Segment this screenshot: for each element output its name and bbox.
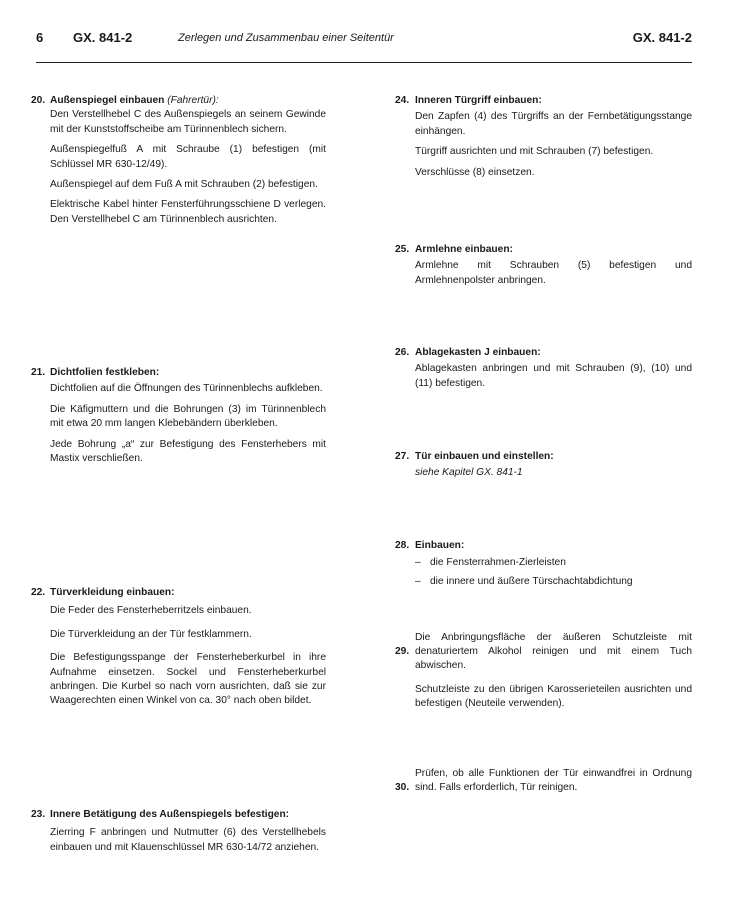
paragraph: Den Zapfen (4) des Türgriffs an der Fernbetätigungsstange einhängen. — [415, 111, 692, 137]
paragraph: Die Feder des Fensterheberritzels einbauen. — [50, 605, 252, 617]
list-item — [415, 575, 692, 589]
dash-bullet: – — [415, 575, 421, 587]
paragraph: Die Anbringungsfläche der äußeren Schutzleiste mit denaturiertem Alkohol reinigen und mit einem Tuch abwischen. — [415, 631, 692, 672]
page-number: 6 — [36, 30, 44, 45]
list-item-text: die innere und äußere Türschachtabdichtung — [430, 575, 633, 587]
paragraph: Prüfen, ob alle Funktionen der Tür einwandfrei in Ordnung sind. Falls erforderlich, Tür reinigen. — [415, 767, 692, 794]
list-item-text: die Fensterrahmen-Zierleisten — [430, 557, 566, 569]
section-26 — [395, 346, 692, 391]
paragraph: Jede Bohrung „a“ zur Befestigung des Fensterhebers mit Mastix verschließen. — [50, 438, 326, 465]
dash-bullet: – — [415, 557, 421, 569]
section-title: Tür einbauen und einstellen: — [415, 451, 554, 462]
paragraph: Die Türverkleidung an der Tür festklammern. — [50, 628, 252, 640]
section-number: 22. — [31, 587, 46, 598]
section-number: 28. — [395, 540, 410, 551]
header-divider — [36, 62, 692, 63]
page-title: Zerlegen und Zusammenbau einer Seitentür — [178, 32, 394, 44]
section-number: 30. — [395, 782, 410, 793]
paragraph: Elektrische Kabel hinter Fensterführungsschiene D verlegen. Den Verstellhebel C am Türinnenblech ausrichten. — [50, 199, 326, 225]
section-25 — [395, 243, 692, 288]
section-23 — [31, 808, 326, 855]
paragraph: Verschlüsse (8) einsetzen. — [415, 166, 535, 178]
section-title: Ablagekasten J einbauen: — [415, 347, 541, 358]
paragraph: Türgriff ausrichten und mit Schrauben (7) befestigen. — [415, 146, 654, 158]
section-number: 24. — [395, 95, 410, 106]
section-number: 20. — [31, 95, 46, 106]
section-21 — [31, 366, 326, 466]
paragraph: Die Käfigmuttern und die Bohrungen (3) im Türinnenblech mit etwa 20 mm langen Klebebändern überkleben. — [50, 403, 326, 430]
section-title: Einbauen: — [415, 540, 465, 551]
paragraph: Schutzleiste zu den übrigen Karosserieteilen ausrichten und befestigen (Neuteile verwenden). — [415, 683, 692, 710]
section-title: Außenspiegel einbauen — [50, 95, 165, 106]
section-number: 21. — [31, 367, 46, 378]
paragraph: Ablagekasten anbringen und mit Schrauben (9), (10) und (11) befestigen. — [415, 363, 692, 389]
paragraph: Außenspiegel auf dem Fuß A mit Schrauben (2) befestigen. — [50, 179, 318, 191]
paragraph: Zierring F anbringen und Nutmutter (6) des Verstellhebels einbauen und mit Klauenschlüssel MR 630-14/72 anziehen. — [50, 827, 326, 853]
cross-reference: siehe Kapitel GX. 841-1 — [415, 467, 523, 479]
section-28 — [395, 539, 692, 589]
section-title: Dichtfolien festkleben: — [50, 367, 160, 378]
section-title: Armlehne einbauen: — [415, 244, 513, 255]
paragraph: Den Verstellhebel C des Außenspiegels an seinem Gewinde mit der Kunststoffscheibe am Türinnenblech sichern. — [50, 109, 326, 135]
section-number: 29. — [395, 646, 410, 657]
paragraph: Die Befestigungsspange der Fensterheberkurbel in ihre Aufnahme einsetzen. Sockel und Fensterheberkurbel anbringen. Die Kurbel so nach vorn ausrichten, daß sie zur Waagerechten einen Winkel von ca. 30° nach oben bildet. — [50, 652, 326, 707]
document-code-right: GX. 841-2 — [632, 30, 692, 45]
paragraph: Dichtfolien auf die Öffnungen des Türinnenblechs aufkleben. — [50, 383, 323, 395]
section-title: Türverkleidung einbauen: — [50, 587, 175, 598]
list-item — [415, 556, 692, 570]
section-20 — [31, 94, 326, 227]
section-22 — [31, 586, 326, 709]
section-29 — [395, 631, 692, 712]
section-number: 26. — [395, 347, 410, 358]
paragraph: Armlehne mit Schrauben (5) befestigen und Armlehnenpolster anbringen. — [415, 260, 692, 286]
section-title: Innere Betätigung des Außenspiegels befestigen: — [50, 809, 290, 820]
section-27 — [395, 450, 692, 481]
section-30 — [395, 767, 692, 795]
paragraph: Außenspiegelfuß A mit Schraube (1) befestigen (mit Schlüssel MR 630-12/49). — [50, 144, 326, 170]
section-number: 23. — [31, 809, 46, 820]
section-24 — [395, 94, 692, 180]
document-code-left: GX. 841-2 — [73, 30, 133, 45]
section-number: 27. — [395, 451, 410, 462]
section-title-note: (Fahrertür): — [167, 95, 219, 106]
section-title: Inneren Türgriff einbauen: — [415, 95, 542, 106]
section-number: 25. — [395, 244, 410, 255]
